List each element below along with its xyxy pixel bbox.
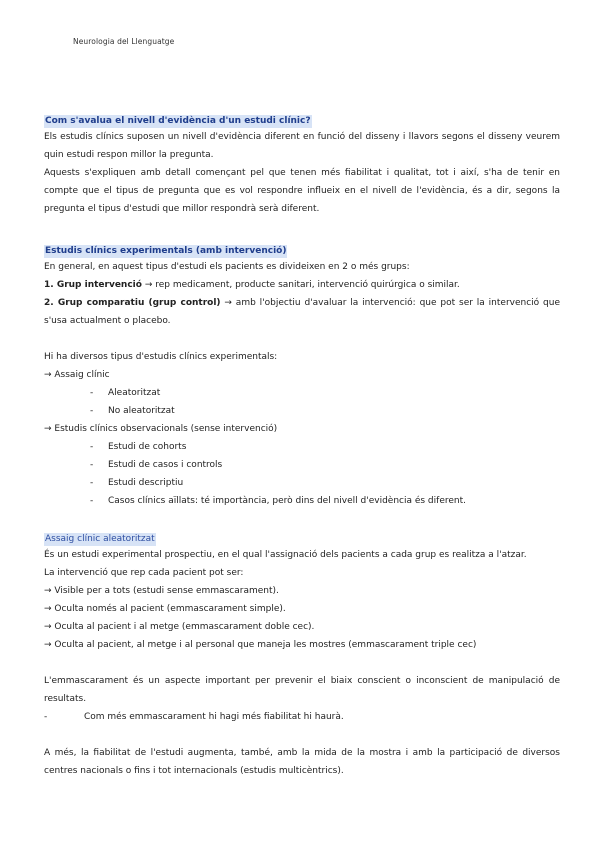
sub-list-item: - Casos clínics aïllats: té importància, però dins del nivell d'evidència és diferent.: [90, 496, 466, 506]
sub-list-item: - Aleatoritzat: [90, 388, 161, 398]
list-item: → Oculta només al pacient (emmascarament simple).: [44, 604, 286, 614]
group-item: [44, 294, 560, 330]
list-item: → Visible per a tots (estudi sense emmascarament).: [44, 586, 279, 596]
paragraph: L'emmascarament és un aspecte important per prevenir el biaix conscient o inconscient de manipulació de resultats.: [44, 676, 560, 704]
subsection-heading-randomized-trial: Assaig clínic aleatoritzat: [45, 534, 155, 544]
group-description: → amb l'objectiu d'avaluar la intervenció: que pot ser la intervenció que s'usa actualment o placebo.: [44, 298, 560, 326]
sub-list-item: - No aleatoritzat: [90, 406, 175, 416]
sub-list-item: - Estudi de cohorts: [90, 442, 187, 452]
paragraph: Aquests s'expliquen amb detall començant pel que tenen més fiabilitat i qualitat, tot i així, s'ha de tenir en compte que el tipus de pregunta que es vol respondre influeix en el nivell de l'evidència, és a dir, segons la pregunta el tipus d'estudi que millor respondrà serà diferent.: [44, 168, 560, 214]
list-item: → Estudis clínics observacionals (sense intervenció): [44, 424, 278, 434]
list-item: → Assaig clínic: [44, 370, 110, 380]
section-heading-evidence: Com s'avalua el nivell d'evidència d'un estudi clínic?: [45, 116, 311, 126]
paragraph: Els estudis clínics suposen un nivell d'evidència diferent en funció del disseny i llavors segons el disseny veurem quin estudi respon millor la pregunta.: [44, 132, 560, 160]
group-label: 1. Grup intervenció: [44, 280, 142, 290]
list-item: → Oculta al pacient, al metge i al personal que maneja les mostres (emmascarament triple cec): [44, 640, 477, 650]
section-heading-experimental: Estudis clínics experimentals (amb intervenció): [45, 246, 287, 256]
note-item: - Com més emmascarament hi hagi més fiabilitat hi haurà.: [44, 712, 344, 722]
paragraph: La intervenció que rep cada pacient pot ser:: [44, 568, 244, 578]
list-item: → Oculta al pacient i al metge (emmascarament doble cec).: [44, 622, 315, 632]
paragraph: Hi ha diversos tipus d'estudis clínics experimentals:: [44, 352, 278, 362]
paragraph: A més, la fiabilitat de l'estudi augmenta, també, amb la mida de la mostra i amb la participació de diversos centres nacionals o fins i tot internacionals (estudis multicèntrics).: [44, 748, 560, 776]
paragraph: En general, en aquest tipus d'estudi els pacients es divideixen en 2 o més grups:: [44, 262, 410, 272]
running-header: Neurologia del Llenguatge: [73, 37, 175, 46]
paragraph: És un estudi experimental prospectiu, en el qual l'assignació dels pacients a cada grup es realitza a l'atzar.: [44, 550, 527, 560]
sub-list-item: - Estudi de casos i controls: [90, 460, 223, 470]
sub-list-item: - Estudi descriptiu: [90, 478, 184, 488]
group-description: → rep medicament, producte sanitari, intervenció quirúrgica o similar.: [141, 280, 460, 290]
group-label: 2. Grup comparatiu (grup control): [44, 298, 221, 308]
group-item: [44, 276, 560, 294]
document-body: [44, 108, 560, 780]
